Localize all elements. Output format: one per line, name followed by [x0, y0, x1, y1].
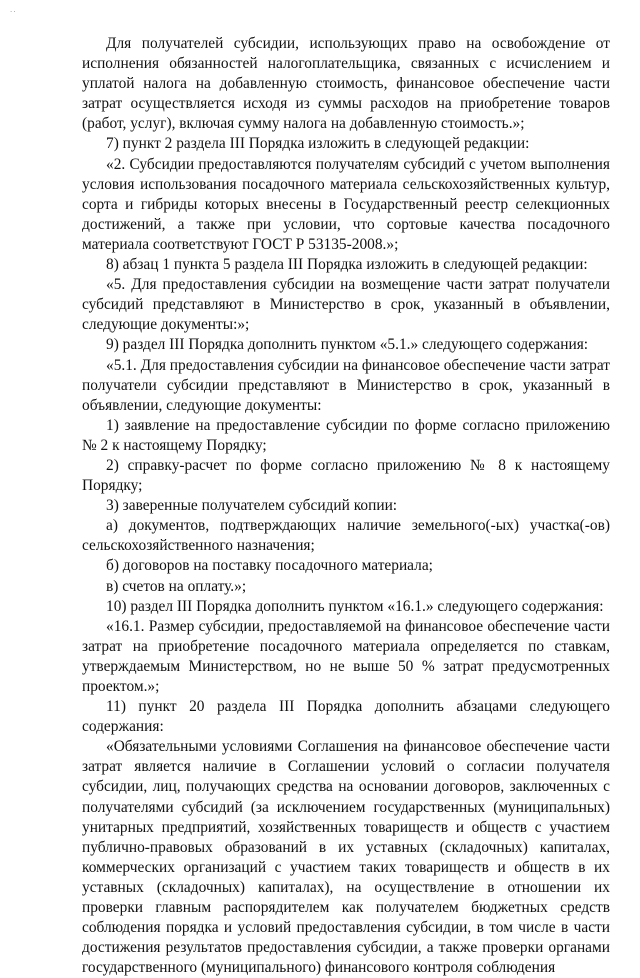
paragraph-item-11: 11) пункт 20 раздела III Порядка дополнить абзацами следующего содержания: [82, 698, 610, 736]
paragraph-item-10: 10) раздел III Порядка дополнить пунктом «16.1.» следующего содержания: [106, 597, 604, 615]
paragraph-item-7: 7) пункт 2 раздела III Порядка изложить в следующей редакции: [106, 135, 530, 153]
list-item-application: 1) заявление на предоставление субсидии по форме согласно приложению № 2 к настоящему Порядку; [82, 416, 610, 454]
sublist-item-invoices: в) счетов на оплату.»; [106, 577, 247, 595]
corner-mark: .. [10, 6, 17, 14]
paragraph-clause-5: «5. Для предоставления субсидии на возмещение части затрат получатели субсидий представляют в Министерство в срок, указанный в объявлении, следующие документы:»; [82, 276, 610, 334]
paragraph-clause-5-1: «5.1. Для предоставления субсидии на финансовое обеспечение части затрат получатели субсидии представляют в Министерство в срок, указанный в объявлении, следующие документы: [82, 356, 610, 414]
document-page [82, 34, 610, 978]
paragraph-item-9: 9) раздел III Порядка дополнить пунктом «5.1.» следующего содержания: [106, 336, 589, 354]
paragraph-clause-16-1: «16.1. Размер субсидии, предоставляемой на финансовое обеспечение части затрат на приобретение посадочного материала определяется по ставкам, утверждаемым Министерством, но не выше 50 % затрат предусмотренных проектом.»; [82, 617, 610, 695]
list-item-copies: 3) заверенные получателем субсидий копии: [106, 497, 398, 515]
paragraph-clause-2: «2. Субсидии предоставляются получателям субсидий с учетом выполнения условия использования посадочного материала сельскохозяйственных культур, сорта и гибриды которых внесены в Государственный реестр селекционных достижений, а также при условии, что сортовые качества посадочного материала соответствуют ГОСТ Р 53135-2008.»; [82, 155, 610, 253]
paragraph-item-8: 8) абзац 1 пункта 5 раздела III Порядка изложить в следующей редакции: [106, 256, 588, 274]
sublist-item-land: а) документов, подтверждающих наличие земельного(-ых) участка(-ов) сельскохозяйственного назначения; [82, 517, 610, 555]
paragraph-vat-exemption: Для получателей субсидии, использующих право на освобождение от исполнения обязанностей налогоплательщика, связанных с исчислением и уплатой налога на добавленную стоимость, финансовое обеспечение части затрат осуществляется исходя из суммы расходов на приобретение товаров (работ, услуг), включая сумму налога на добавленную стоимость.»; [82, 35, 610, 133]
sublist-item-contracts: б) договоров на поставку посадочного материала; [106, 557, 433, 575]
list-item-calculation: 2) справку-расчет по форме согласно приложению № 8 к настоящему Порядку; [82, 456, 610, 495]
paragraph-agreement-conditions: «Обязательными условиями Соглашения на финансовое обеспечение части затрат является наличие в Соглашении условий о согласии получателя субсидии, лиц, получающих средства на основании договоров, заключенных с получателями субсидий (за исключением государственных (муниципальных) унитарных предприятий, хозяйственных товариществ и обществ с участием публично-правовых образований в их уставных (складочных) капиталах, коммерческих организаций с участием таких товариществ и обществ в их уставных (складочных) капиталах), на осуществление в отношении их проверки главным распорядителем как получателем бюджетных средств соблюдения порядка и условий предоставления субсидии, в том числе в части достижения результатов предоставления субсидии, а также проверки органами государственного (муниципального) финансового контроля соблюдения [82, 738, 610, 977]
